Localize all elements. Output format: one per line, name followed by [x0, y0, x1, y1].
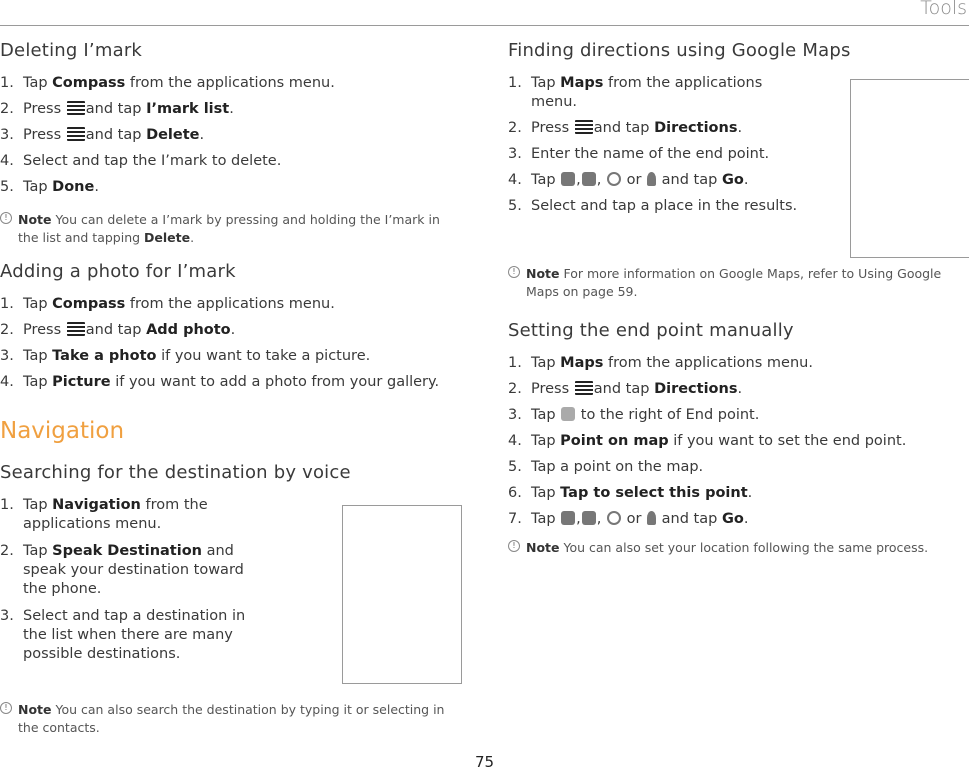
section-title: Setting the end point manually — [508, 320, 794, 341]
list-item: 2. Press and tap Add photo. — [0, 322, 236, 338]
list-item: 2. Press and tap Directions. — [508, 120, 743, 136]
car-icon — [561, 511, 575, 525]
walking-icon — [647, 172, 656, 186]
info-icon: ! — [0, 702, 12, 714]
list-item: 3. Tap to the right of End point. — [508, 407, 760, 423]
list-item: 3. Tap Take a photo if you want to take a picture. — [0, 348, 371, 364]
list-item: 4. Select and tap the I’mark to delete. — [0, 153, 282, 169]
list-item: 3. Enter the name of the end point. — [508, 146, 770, 162]
chapter-title: Navigation — [0, 418, 125, 444]
steps-list — [508, 354, 968, 529]
section-title: Deleting I’mark — [0, 40, 143, 61]
list-item: 4. Tap , , or and tap Go. — [508, 172, 749, 188]
list-item: 5. Select and tap a place in the results. — [508, 198, 798, 214]
page-number: 75 — [474, 753, 495, 771]
info-icon: ! — [508, 266, 520, 278]
bus-icon — [582, 172, 596, 186]
list-item: 1. Tap Navigation from the applications menu. — [0, 497, 208, 532]
note: ! Note You can also set your location following the same process. — [508, 539, 968, 557]
list-item: 6. Tap Tap to select this point. — [508, 485, 753, 501]
screenshot-placeholder — [850, 79, 969, 258]
list-item: 2. Press and tap Directions. — [508, 381, 743, 397]
list-item: 1. Tap Compass from the applications menu. — [0, 75, 335, 91]
section-title: Searching for the destination by voice — [0, 462, 351, 483]
menu-icon — [67, 101, 85, 115]
bus-icon — [582, 511, 596, 525]
walking-icon — [647, 511, 656, 525]
list-item: 1. Tap Compass from the applications menu. — [0, 296, 335, 312]
menu-icon — [67, 322, 85, 336]
running-header: Tools — [920, 0, 967, 19]
header-rule — [0, 25, 969, 26]
section-title: Adding a photo for I’mark — [0, 261, 236, 282]
list-item: 7. Tap , , or and tap Go. — [508, 511, 749, 527]
list-item: 5. Tap a point on the map. — [508, 459, 704, 475]
list-item: 4. Tap Point on map if you want to set the end point. — [508, 433, 907, 449]
list-item: 5. Tap Done. — [0, 179, 99, 195]
car-icon — [561, 172, 575, 186]
section-title: Finding directions using Google Maps — [508, 40, 851, 61]
note: ! Note For more information on Google Maps, refer to Using Google Maps on page 59. — [508, 265, 968, 301]
info-icon: ! — [0, 212, 12, 224]
bicycle-icon — [607, 511, 621, 525]
list-item: 3. Select and tap a destination in the list when there are many possible destinations. — [0, 608, 246, 662]
bicycle-icon — [607, 172, 621, 186]
menu-icon — [575, 120, 593, 134]
list-item: 1. Tap Maps from the applications menu. — [508, 75, 763, 110]
info-icon: ! — [508, 540, 520, 552]
steps-list — [0, 74, 460, 197]
steps-list — [0, 295, 460, 392]
list-item: 4. Tap Picture if you want to add a photo from your gallery. — [0, 374, 440, 390]
note: ! Note You can delete a I’mark by pressing and holding the I’mark in the list and tapping Delete. — [0, 211, 460, 247]
list-item: 2. Tap Speak Destination and speak your destination toward the phone. — [0, 543, 244, 597]
list-item: 2. Press and tap I’mark list. — [0, 101, 234, 117]
menu-icon — [575, 381, 593, 395]
list-item: 1. Tap Maps from the applications menu. — [508, 355, 813, 371]
screenshot-placeholder — [342, 505, 462, 684]
note: ! Note You can also search the destination by typing it or selecting in the contacts. — [0, 701, 458, 737]
steps-list — [0, 496, 265, 664]
destination-icon — [561, 407, 575, 421]
menu-icon — [67, 127, 85, 141]
list-item: 3. Press and tap Delete. — [0, 127, 205, 143]
